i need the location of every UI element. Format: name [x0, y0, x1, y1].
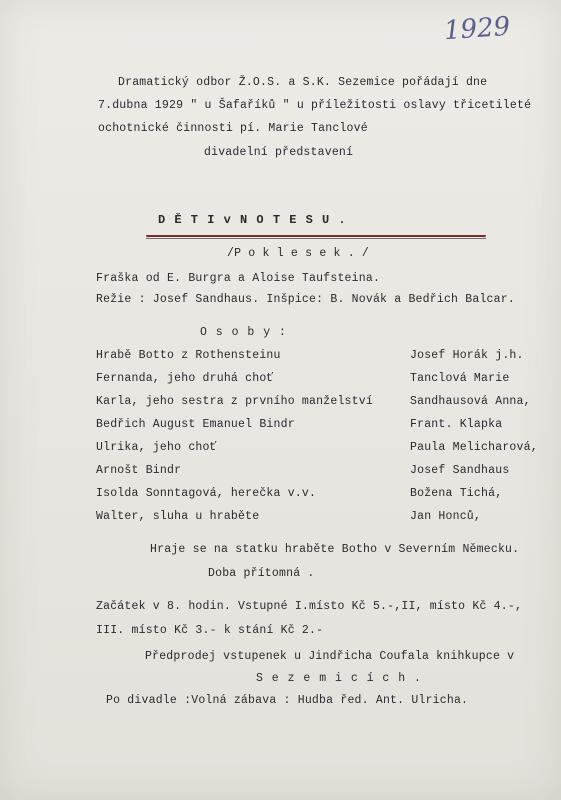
cast-actor: Sandhausová Anna,	[410, 395, 531, 408]
tickets-line-1: Začátek v 8. hodin. Vstupné I.místo Kč 5.-,II, místo Kč 4.-,	[96, 600, 523, 613]
cast-actor: Božena Tichá,	[410, 487, 503, 500]
header-line-1: Dramatický odbor Ž.O.S. a S.K. Sezemice pořádají dne	[118, 76, 488, 89]
cast-role: Isolda Sonntagová, herečka v.v.	[96, 487, 317, 500]
cast-role: Karla, jeho sestra z prvního manželství	[96, 395, 373, 408]
title-underline	[146, 235, 486, 237]
direction-line: Režie : Josef Sandhaus. Inšpice: B. Novák a Bedřich Balcar.	[96, 293, 515, 306]
cast-role: Bedřich August Emanuel Bindr	[96, 418, 295, 431]
setting-line-1: Hraje se na statku hraběte Botho v Severním Německu.	[150, 543, 520, 556]
play-subtitle: /P o k l e s e k . /	[227, 247, 370, 260]
play-title: D Ě T I v N O T E S U .	[158, 213, 347, 227]
cast-actor: Jan Honců,	[410, 510, 482, 523]
tickets-line-3: Předprodej vstupenek u Jindřicha Coufala knihkupce v	[145, 650, 515, 663]
tickets-line-4: S e z e m i c í c h .	[256, 672, 422, 685]
handwritten-year: 1929	[443, 11, 512, 47]
cast-heading: O s o b y :	[200, 326, 287, 339]
header-line-3: ochotnické činnosti pí. Marie Tanclové	[98, 122, 368, 135]
cast-actor: Paula Melicharová,	[410, 441, 538, 454]
author-line: Fraška od E. Burgra a Aloise Taufsteina.	[96, 272, 381, 285]
tickets-line-2: III. místo Kč 3.- k stání Kč 2.-	[96, 624, 324, 637]
header-line-4: divadelní představení	[204, 146, 354, 159]
cast-actor: Josef Sandhaus	[410, 464, 510, 477]
cast-actor: Frant. Klapka	[410, 418, 503, 431]
cast-role: Hrabě Botto z Rothensteinu	[96, 349, 281, 362]
cast-actor: Tanclová Marie	[410, 372, 510, 385]
title-underline-shadow	[146, 238, 486, 239]
setting-line-2: Doba přítomná .	[208, 567, 315, 580]
cast-role: Ulrika, jeho choť	[96, 441, 217, 454]
cast-actor: Josef Horák j.h.	[410, 349, 524, 362]
cast-role: Walter, sluha u hraběte	[96, 510, 260, 523]
cast-role: Arnošt Bindr	[96, 464, 182, 477]
cast-role: Fernanda, jeho druhá choť	[96, 372, 274, 385]
footer-line: Po divadle :Volná zábava : Hudba řed. Ant. Ulricha.	[106, 694, 469, 707]
header-line-2: 7.dubna 1929 " u Šafaříků " u příležitosti oslavy třicetileté	[98, 99, 532, 112]
